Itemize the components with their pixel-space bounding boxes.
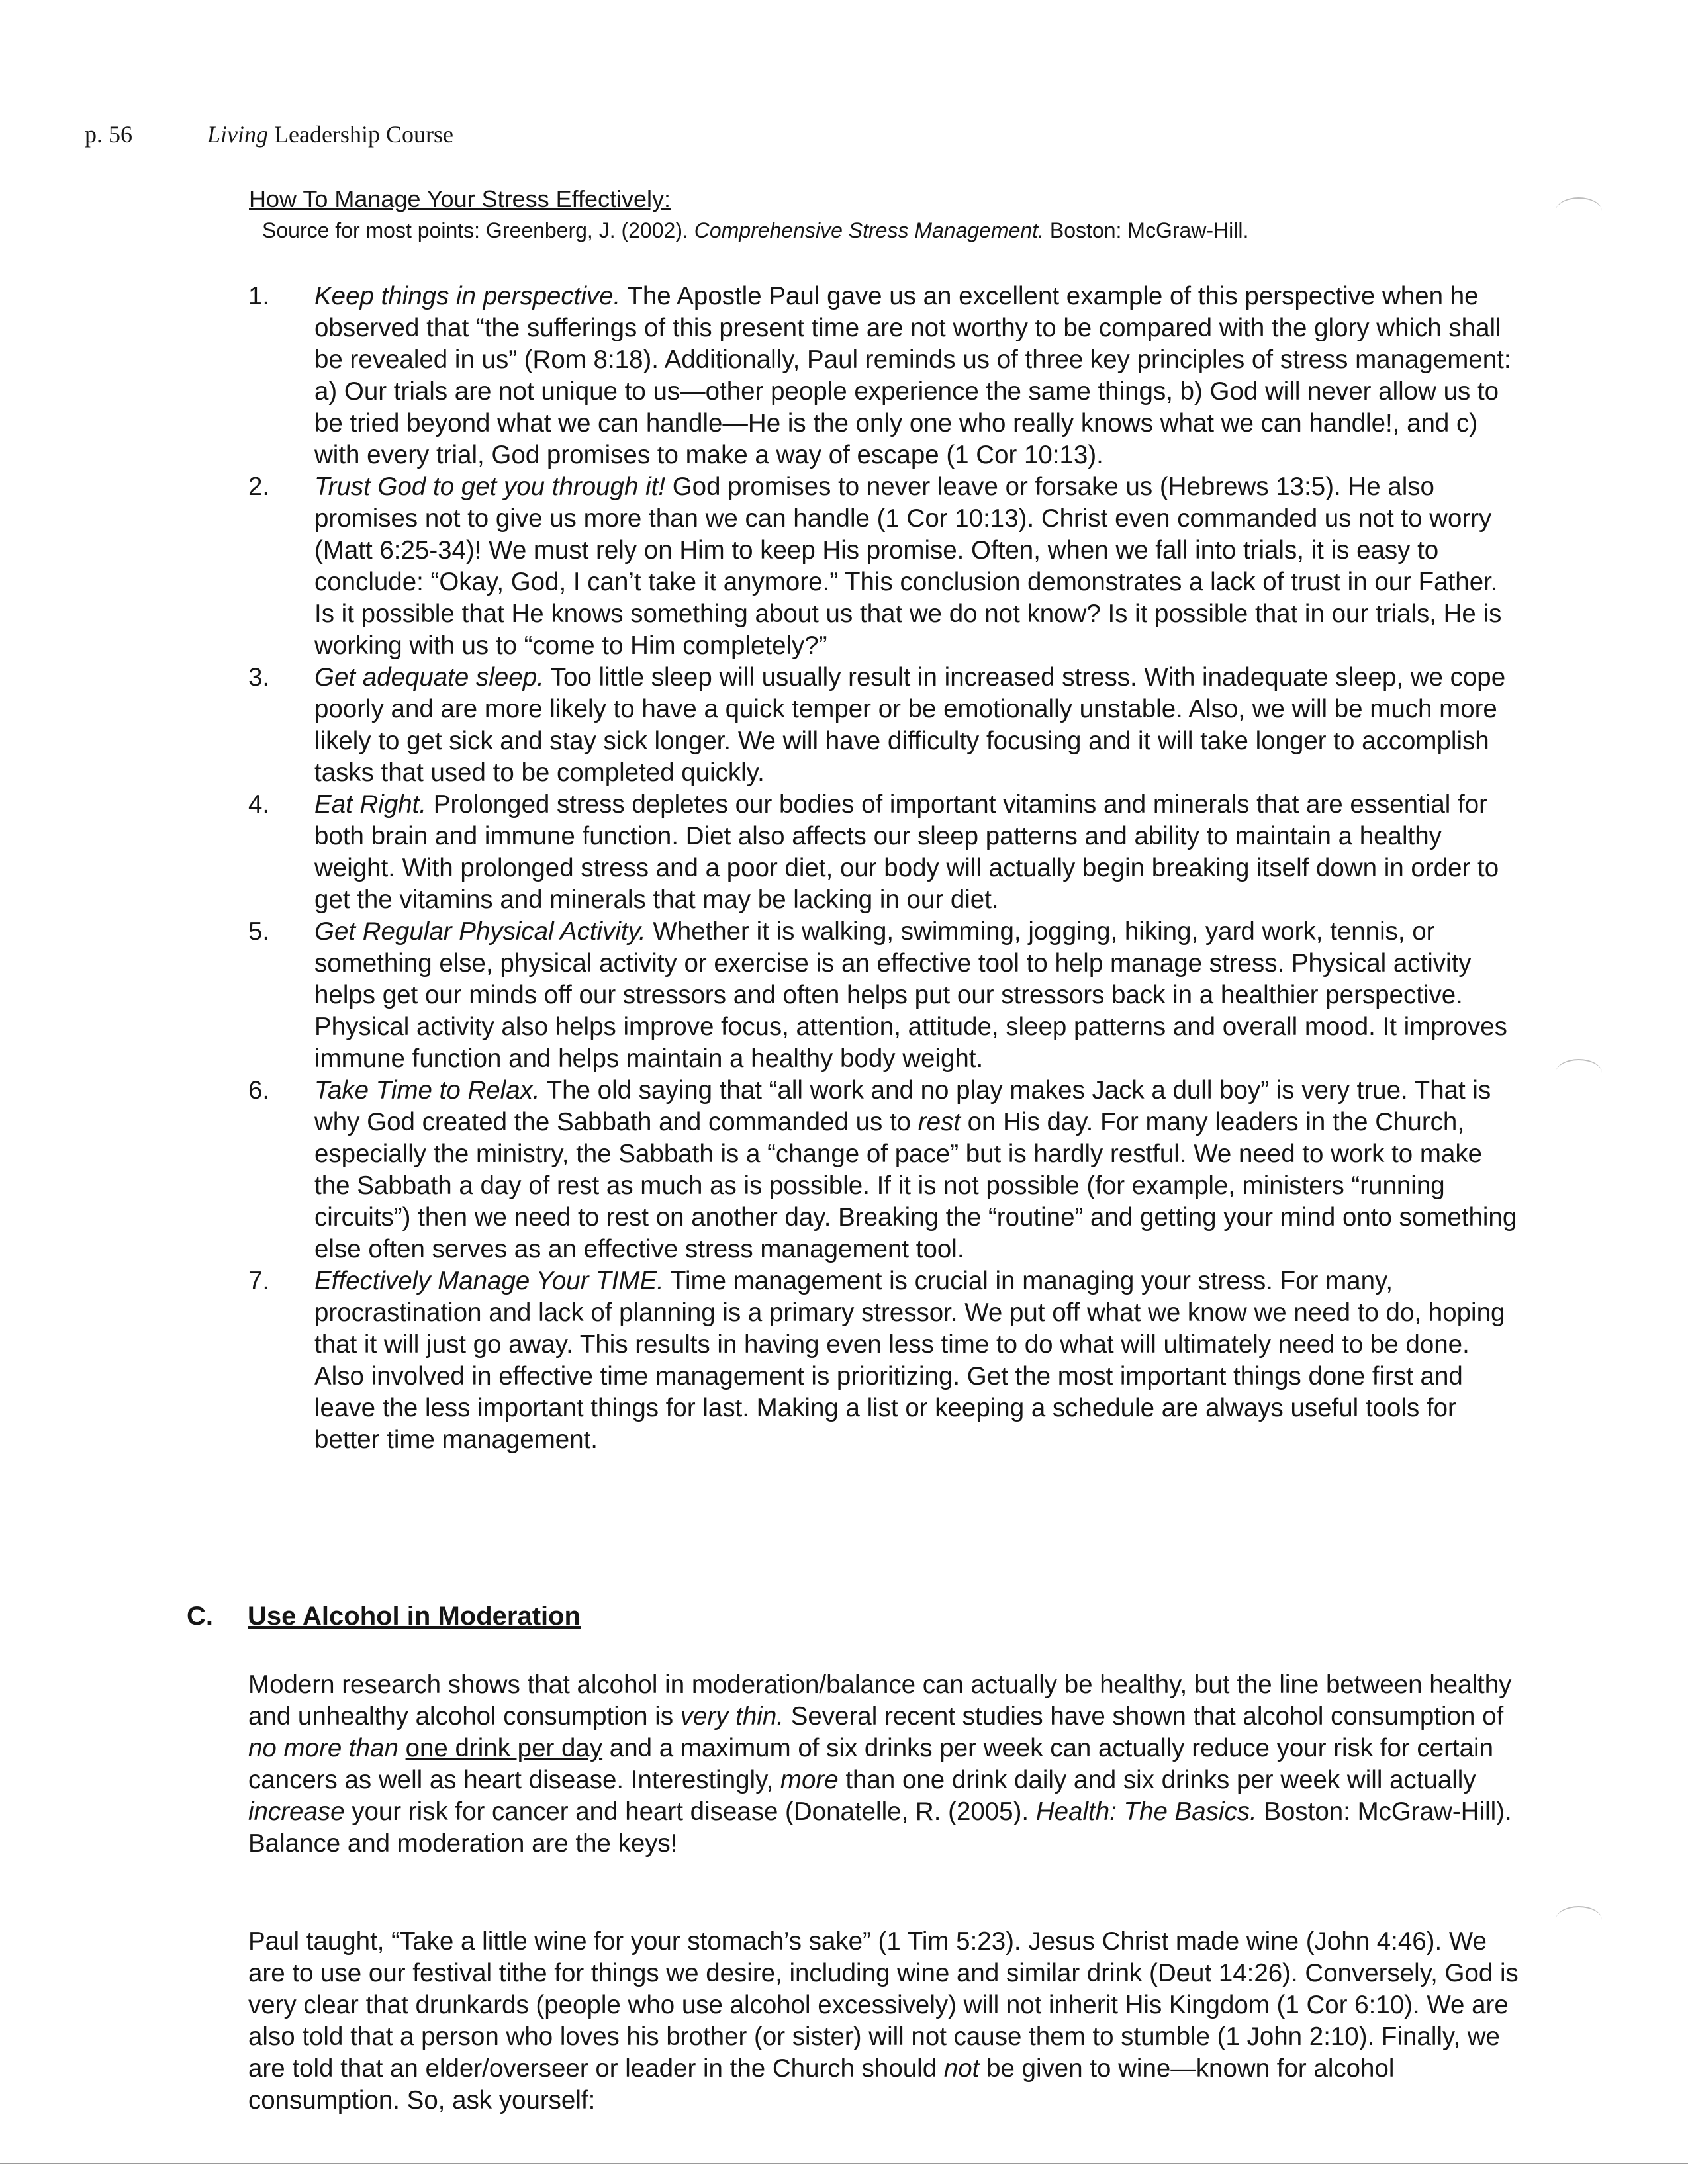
page-bottom-edge [0, 2163, 1688, 2164]
tip-heading: Get adequate sleep. [314, 663, 544, 692]
list-item: 3. Get adequate sleep. Too little sleep will usually result in increased stress. With inadequate sleep, we cope poorly and are more likely to have a quick temper or be emotionally unstable. Also, we will be much more likely to get sick and stay sick longer. We will have difficulty focusing and it will take longer to accomplish tasks that used to be completed quickly. [248, 663, 1506, 787]
list-item: 7. Effectively Manage Your TIME. Time management is crucial in managing your stress. For many, procrastination and lack of planning is a primary stressor. We put off what we know we need to do, hoping that it will just go away. This results in having even less time to do what will ultimately need to be done. Also involved in effective time management is prioritizing. Get the most important things done first and leave the less important things for last. Making a list or keeping a schedule are always useful tools for better time management. [248, 1267, 1505, 1454]
tip-heading: Effectively Manage Your TIME. [314, 1267, 664, 1295]
scan-punch-mark [1556, 197, 1602, 225]
tip-heading: Take Time to Relax. [314, 1076, 540, 1105]
scan-punch-mark [1556, 1906, 1602, 1934]
stress-section-title: How To Manage Your Stress Effectively: [249, 185, 671, 212]
alcohol-paragraph-1: Modern research shows that alcohol in moderation/balance can actually be healthy, but the line between healthy and unhealthy alcohol consumption is very thin. Several recent studies have shown that alcohol consumption of no more than one drink per day and a maximum of six drinks per week can actually reduce your risk for certain cancers as well as heart disease. Interestingly, more than one drink daily and six drinks per week will actually increase your risk for cancer and heart disease (Donatelle, R. (2005). Health: The Basics. Boston: McGraw-Hill). Balance and moderation are the keys! [248, 1670, 1512, 1858]
alcohol-section-heading: C. Use Alcohol in Moderation [187, 1602, 581, 1631]
tip-heading: Trust God to get you through it! [314, 473, 666, 501]
tip-heading: Keep things in perspective. [314, 282, 621, 310]
course-title-italic: Living [207, 121, 269, 148]
scan-punch-mark [1556, 1059, 1602, 1087]
alcohol-paragraph-2: Paul taught, “Take a little wine for your stomach’s sake” (1 Tim 5:23). Jesus Christ made wine (John 4:46). We are to use our festival tithe for things we desire, including wine and similar drink (Deut 14:26). Conversely, God is very clear that drunkards (people who use alcohol excessively) will not inherit His Kingdom (1 Cor 6:10). We are also told that a person who loves his brother (or sister) will not cause them to stumble (1 John 2:10). Finally, we are told that an elder/overseer or leader in the Church should not be given to wine—known for alcohol consumption. So, ask yourself: [248, 1927, 1519, 2115]
list-item: 6. Take Time to Relax. The old saying that “all work and no play makes Jack a dull boy” is very true. That is why God created the Sabbath and commanded us to rest on His day. For many leaders in the Church, especially the ministry, the Sabbath is a “change of pace” but is hardly restful. We need to work to make the Sabbath a day of rest as much as is possible. If it is not possible (for example, ministers “running circuits”) then we need to rest on another day. Breaking the “routine” and getting your mind onto something else often serves as an effective stress management tool. [248, 1076, 1517, 1263]
list-item: 1. Keep things in perspective. The Apostle Paul gave us an excellent example of this perspective when he observed that “the sufferings of this present time are not worthy to be compared with the glory which shall be revealed in us” (Rom 8:18). Additionally, Paul reminds us of three key principles of stress management: a) Our trials are not unique to us—other people experience the same things, b) God will never allow us to be tried beyond what we can handle—He is the only one who really knows what we can handle!, and c) with every trial, God promises to make a way of escape (1 Cor 10:13). [248, 282, 1511, 469]
list-item: 5. Get Regular Physical Activity. Whether it is walking, swimming, jogging, hiking, yard work, tennis, or something else, physical activity or exercise is an effective tool to help manage stress. Physical activity helps get our minds off our stressors and often helps put our stressors back in a healthier perspective. Physical activity also helps improve focus, attention, attitude, sleep patterns and overall mood. It improves immune function and helps maintain a healthy body weight. [248, 917, 1507, 1073]
source-citation: Source for most points: Greenberg, J. (2002). Comprehensive Stress Management. Boston: McGraw-Hill. [262, 218, 1249, 242]
list-item: 2. Trust God to get you through it! God promises to never leave or forsake us (Hebrews 13:5). He also promises not to give us more than we can handle (1 Cor 10:13). Christ even commanded us not to worry (Matt 6:25-34)! We must rely on Him to keep His promise. Often, when we fall into trials, it is easy to conclude: “Okay, God, I can’t take it anymore.” This conclusion demonstrates a lack of trust in our Father. Is it possible that He knows something about us that we do not know? Is it possible that in our trials, He is working with us to “come to Him completely?” [248, 473, 1502, 660]
page-number: p. 56 [85, 121, 132, 148]
tip-heading: Eat Right. [314, 790, 427, 819]
stress-tips-list [248, 281, 1519, 1456]
list-item: 4. Eat Right. Prolonged stress depletes our bodies of important vitamins and minerals that are essential for both brain and immune function. Diet also affects our sleep patterns and ability to maintain a healthy weight. With prolonged stress and a poor diet, our body will actually begin breaking itself down in order to get the vitamins and minerals that may be lacking in our diet. [248, 790, 1499, 914]
course-title: Leadership Course [274, 121, 453, 148]
page-header [85, 120, 453, 148]
tip-heading: Get Regular Physical Activity. [314, 917, 646, 946]
